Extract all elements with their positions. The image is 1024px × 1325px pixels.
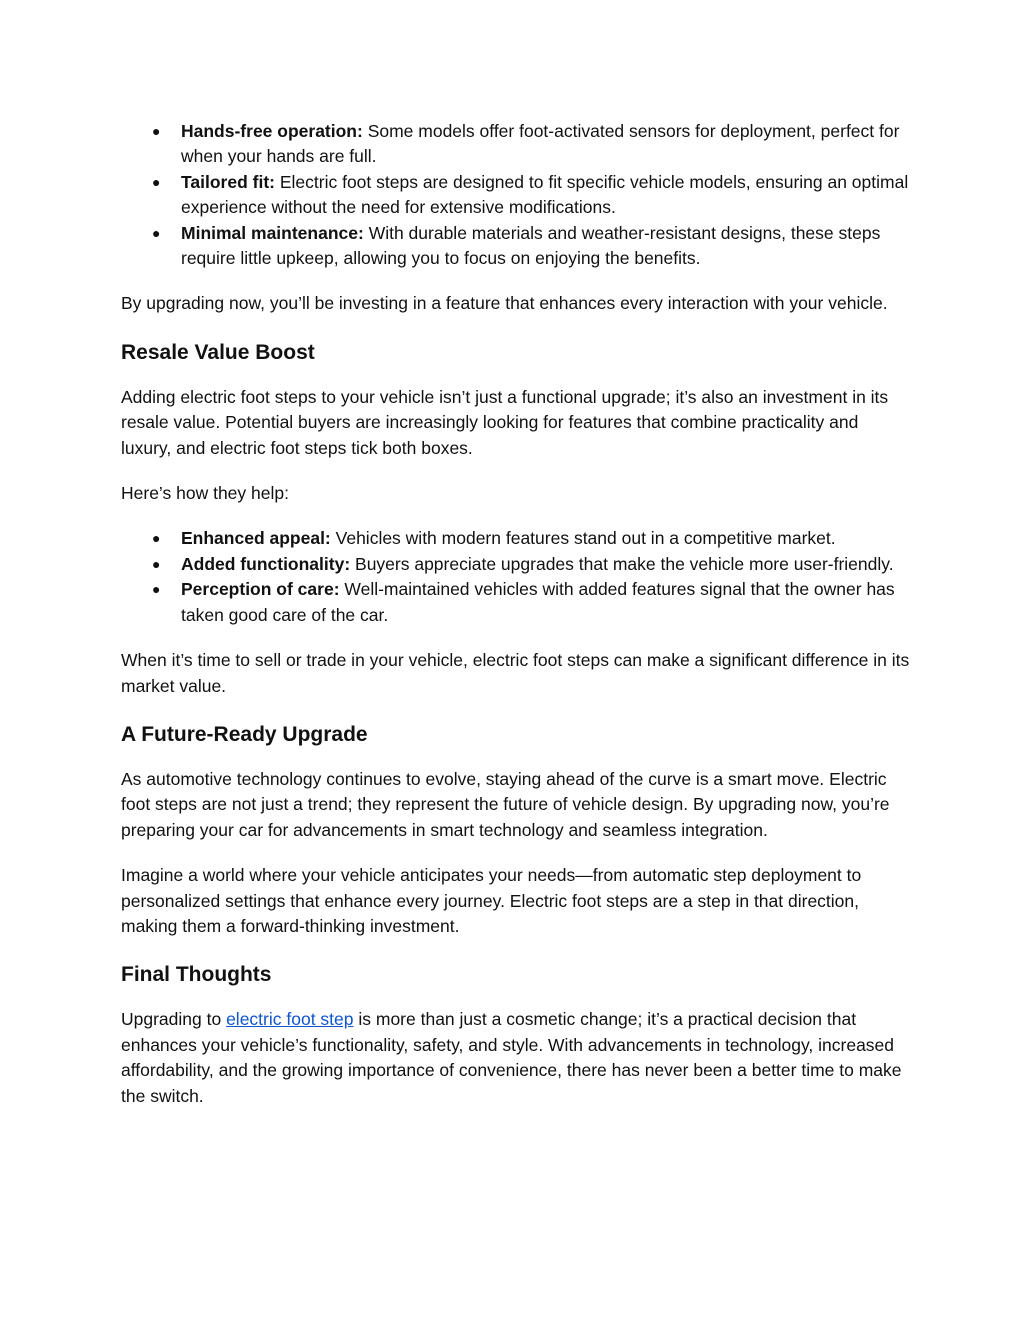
paragraph-future-2: Imagine a world where your vehicle anticipates your needs—from automatic step deployment to personalized settings that enhance every journey. Electric foot steps are a step in that direction, making them a forward-thinking investment. bbox=[121, 865, 862, 936]
bullet-icon: ● bbox=[152, 173, 161, 190]
heading-final-thoughts: Final Thoughts bbox=[121, 963, 272, 987]
list-item-text: Vehicles with modern features stand out in a competitive market. bbox=[330, 528, 836, 549]
paragraph-how-they-help: Here’s how they help: bbox=[121, 483, 289, 504]
paragraph-resale-conclusion: When it’s time to sell or trade in your vehicle, electric foot steps can make a significant difference in its market value. bbox=[121, 650, 910, 696]
heading-future-ready: A Future-Ready Upgrade bbox=[121, 722, 368, 746]
bullet-icon: ● bbox=[152, 224, 161, 241]
list-item bbox=[121, 221, 911, 272]
list-item-bold-label: Added functionality: bbox=[181, 553, 351, 574]
list-item bbox=[121, 119, 911, 170]
paragraph-resale-intro: Adding electric foot steps to your vehicle isn’t just a functional upgrade; it’s also an investment in its resale value. Potential buyers are increasingly looking for features that combine practicality and luxury, and electric foot steps tick both boxes. bbox=[121, 386, 889, 458]
list-item bbox=[121, 170, 911, 221]
paragraph-final-suffix: is more than just a cosmetic change; it’s a practical decision that enhances your vehicle’s functionality, safety, and style. With advancements in technology, increased affordability, and the growing importance of convenience, there has never been a better time to make the switch. bbox=[121, 1009, 902, 1106]
paragraph-future-1: As automotive technology continues to evolve, staying ahead of the curve is a smart move. Electric foot steps are not just a trend; they represent the future of vehicle design. By upgrading now, you’re preparing your car for advancements in smart technology and seamless integration. bbox=[121, 768, 890, 840]
list-item bbox=[121, 552, 911, 577]
heading-resale-value: Resale Value Boost bbox=[121, 340, 315, 364]
list-item-bold-label: Perception of care: bbox=[181, 579, 340, 600]
list-item-bold-label: Minimal maintenance: bbox=[181, 222, 364, 243]
bullet-icon: ● bbox=[152, 530, 161, 547]
bullet-icon: ● bbox=[152, 123, 161, 139]
electric-foot-step-link[interactable]: electric foot step bbox=[226, 1009, 354, 1030]
list-item-text: Some models offer foot-activated sensors for deployment, perfect for when your hands are full. bbox=[181, 121, 900, 167]
list-item-bold-label: Hands-free operation: bbox=[181, 121, 363, 141]
list-item-text: Well-maintained vehicles with added features signal that the owner has taken good care of the car. bbox=[181, 579, 895, 625]
paragraph-upgrade: By upgrading now, you’ll be investing in a feature that enhances every interaction with your vehicle. bbox=[121, 293, 888, 314]
list-item-bold-label: Enhanced appeal: bbox=[181, 528, 331, 549]
list-item bbox=[121, 577, 911, 628]
resale-benefits-list bbox=[121, 526, 911, 628]
paragraph-final bbox=[121, 1007, 911, 1109]
paragraph-final-prefix: Upgrading to bbox=[121, 1009, 227, 1030]
bullet-icon: ● bbox=[152, 555, 161, 572]
list-item bbox=[121, 526, 911, 551]
list-item-text: Buyers appreciate upgrades that make the vehicle more user-friendly. bbox=[350, 553, 894, 574]
list-item-text: Electric foot steps are designed to fit specific vehicle models, ensuring an optimal experience without the need for extensive modifications. bbox=[181, 171, 909, 218]
document-page bbox=[121, 119, 911, 1109]
list-item-text: With durable materials and weather-resistant designs, these steps require little upkeep, allowing you to focus on enjoying the benefits. bbox=[181, 222, 881, 269]
list-item-bold-label: Tailored fit: bbox=[181, 171, 275, 192]
features-list bbox=[121, 119, 911, 271]
bullet-icon: ● bbox=[152, 581, 161, 598]
